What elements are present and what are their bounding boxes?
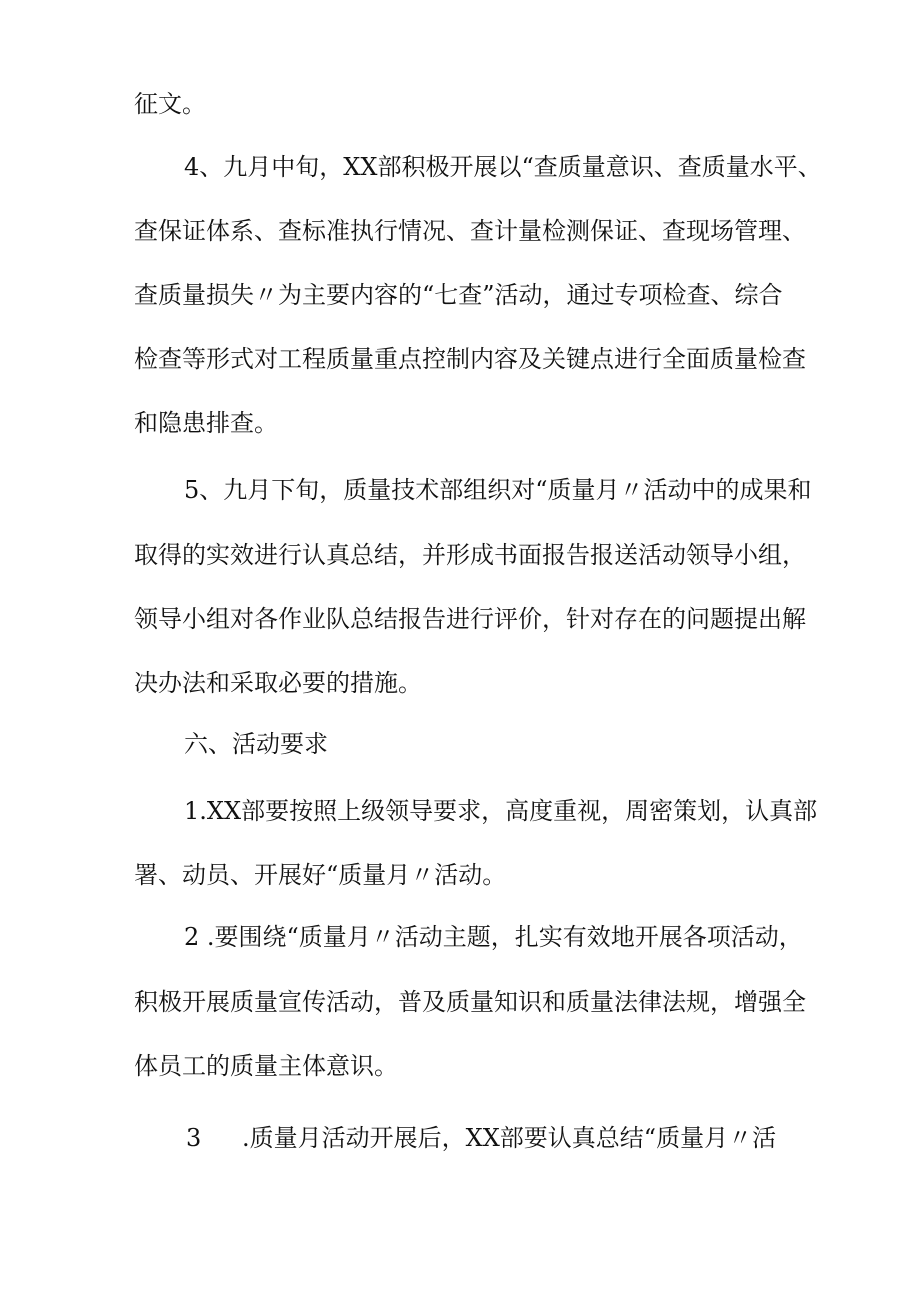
- line-9-text: 领导小组对各作业队总结报告进行评价，针对存在的问题提出解: [134, 605, 806, 633]
- text-line-16: [134, 1046, 920, 1086]
- text-line-1: [134, 84, 920, 124]
- text-line-5: [134, 339, 920, 379]
- line-7-text: 5、九月下旬，质量技术部组织对“质量月〃活动中的成果和: [184, 476, 812, 504]
- line-1-text: 征文。: [134, 90, 206, 118]
- text-line-17-number: [186, 1118, 226, 1158]
- text-line-4: [134, 275, 920, 315]
- text-line-2: [184, 147, 920, 187]
- section-heading-text: 六、活动要求: [184, 730, 328, 758]
- line-6-text: 和隐患排查。: [134, 409, 278, 437]
- line-17-text: .质量月活动开展后，XX部要认真总结“质量月〃活: [242, 1124, 777, 1152]
- text-line-14: [184, 917, 920, 957]
- line-14-text: 2 .要围绕“质量月〃活动主题，扎实有效地开展各项活动，: [184, 923, 803, 951]
- line-12-text: 1.XX部要按照上级领导要求，高度重视，周密策划，认真部: [184, 797, 818, 825]
- text-line-17: [242, 1118, 842, 1158]
- line-3-text: 查保证体系、查标准执行情况、查计量检测保证、查现场管理、: [134, 217, 806, 245]
- line-16-text: 体员工的质量主体意识。: [134, 1052, 398, 1080]
- text-line-8: [134, 535, 920, 575]
- line-2-text: 4、九月中旬，XX部积极开展以“查质量意识、查质量水平、: [184, 153, 822, 181]
- line-10-text: 决办法和采取必要的措施。: [134, 669, 422, 697]
- text-line-15: [134, 982, 920, 1022]
- text-line-12: [184, 791, 920, 831]
- text-line-3: [134, 211, 920, 251]
- text-line-6: [134, 403, 920, 443]
- line-4-text: 查质量损失〃为主要内容的“七查”活动，通过专项检查、综合: [134, 281, 783, 309]
- text-line-10: [134, 663, 920, 703]
- section-heading: [184, 724, 920, 764]
- line-17-number-text: 3: [186, 1124, 202, 1152]
- text-line-9: [134, 599, 920, 639]
- text-line-7: [184, 470, 920, 510]
- line-5-text: 检查等形式对工程质量重点控制内容及关键点进行全面质量检查: [134, 345, 806, 373]
- line-15-text: 积极开展质量宣传活动，普及质量知识和质量法律法规，增强全: [134, 988, 806, 1016]
- line-13-text: 署、动员、开展好“质量月〃活动。: [134, 861, 507, 889]
- text-line-13: [134, 855, 920, 895]
- line-8-text: 取得的实效进行认真总结，并形成书面报告报送活动领导小组，: [134, 541, 806, 569]
